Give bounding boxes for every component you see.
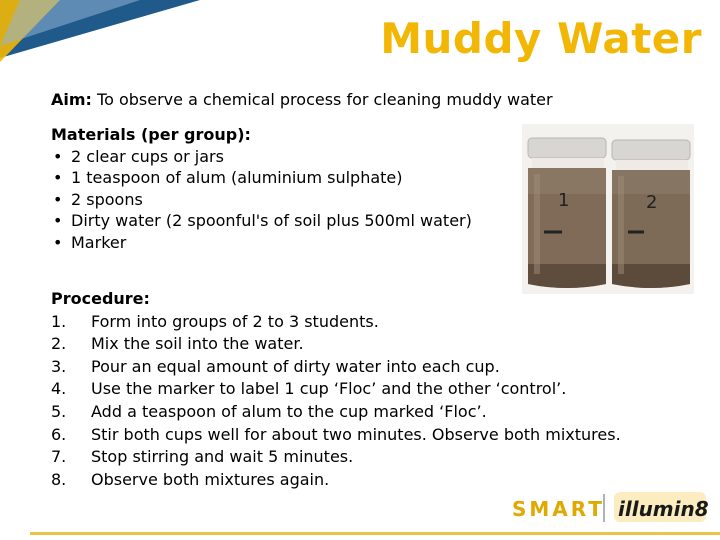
step-text: Pour an equal amount of dirty water into each cup. [91, 356, 500, 376]
procedure-step [51, 333, 621, 356]
procedure-step [51, 446, 621, 469]
step-number: 4. [51, 379, 67, 399]
step-number: 8. [51, 469, 67, 489]
procedure-list [51, 311, 621, 492]
materials-item: • Dirty water (2 spoonful's of soil plus 500ml water) [51, 210, 472, 232]
smart-logo-text: SMART [512, 497, 605, 521]
materials-list [51, 146, 472, 254]
step-number: 7. [51, 447, 67, 467]
materials-item: • 1 teaspoon of alum (aluminium sulphate) [51, 167, 472, 189]
procedure-step [51, 424, 621, 447]
step-text: Form into groups of 2 to 3 students. [91, 311, 379, 331]
procedure-step [51, 378, 621, 401]
step-number: 6. [51, 424, 67, 444]
bottom-divider [30, 532, 720, 535]
procedure-heading: Procedure: [51, 289, 150, 308]
illumin8-logo-text: illumin8 [618, 497, 709, 521]
page-title: Muddy Water [380, 14, 702, 63]
procedure-step [51, 311, 621, 334]
materials-section [51, 124, 472, 253]
step-number: 2. [51, 334, 67, 354]
smart-illumin8-logo [510, 488, 710, 530]
jar-label-1: 1 [558, 190, 570, 211]
procedure-step [51, 401, 621, 424]
aim-text: To observe a chemical process for cleaning muddy water [97, 90, 553, 109]
jars-photo [522, 124, 694, 294]
step-text: Stir both cups well for about two minutes. Observe both mixtures. [91, 424, 621, 444]
step-text: Use the marker to label 1 cup ‘Floc’ and the other ‘control’. [91, 379, 567, 399]
materials-item: • 2 spoons [51, 189, 472, 211]
procedure-step [51, 356, 621, 379]
corner-decoration [0, 0, 200, 62]
aim-label: Aim: [51, 90, 92, 109]
jar-label-2: 2 [646, 192, 658, 213]
step-number: 5. [51, 401, 67, 421]
procedure-section [51, 288, 621, 491]
step-number: 3. [51, 356, 67, 376]
step-text: Mix the soil into the water. [91, 334, 304, 354]
aim-line [51, 90, 553, 109]
step-text: Stop stirring and wait 5 minutes. [91, 447, 354, 467]
materials-item: • 2 clear cups or jars [51, 146, 472, 168]
materials-heading: Materials (per group): [51, 125, 251, 144]
step-text: Add a teaspoon of alum to the cup marked ‘Floc’. [91, 401, 487, 421]
step-number: 1. [51, 311, 67, 331]
materials-item: • Marker [51, 232, 472, 254]
step-text: Observe both mixtures again. [91, 469, 330, 489]
